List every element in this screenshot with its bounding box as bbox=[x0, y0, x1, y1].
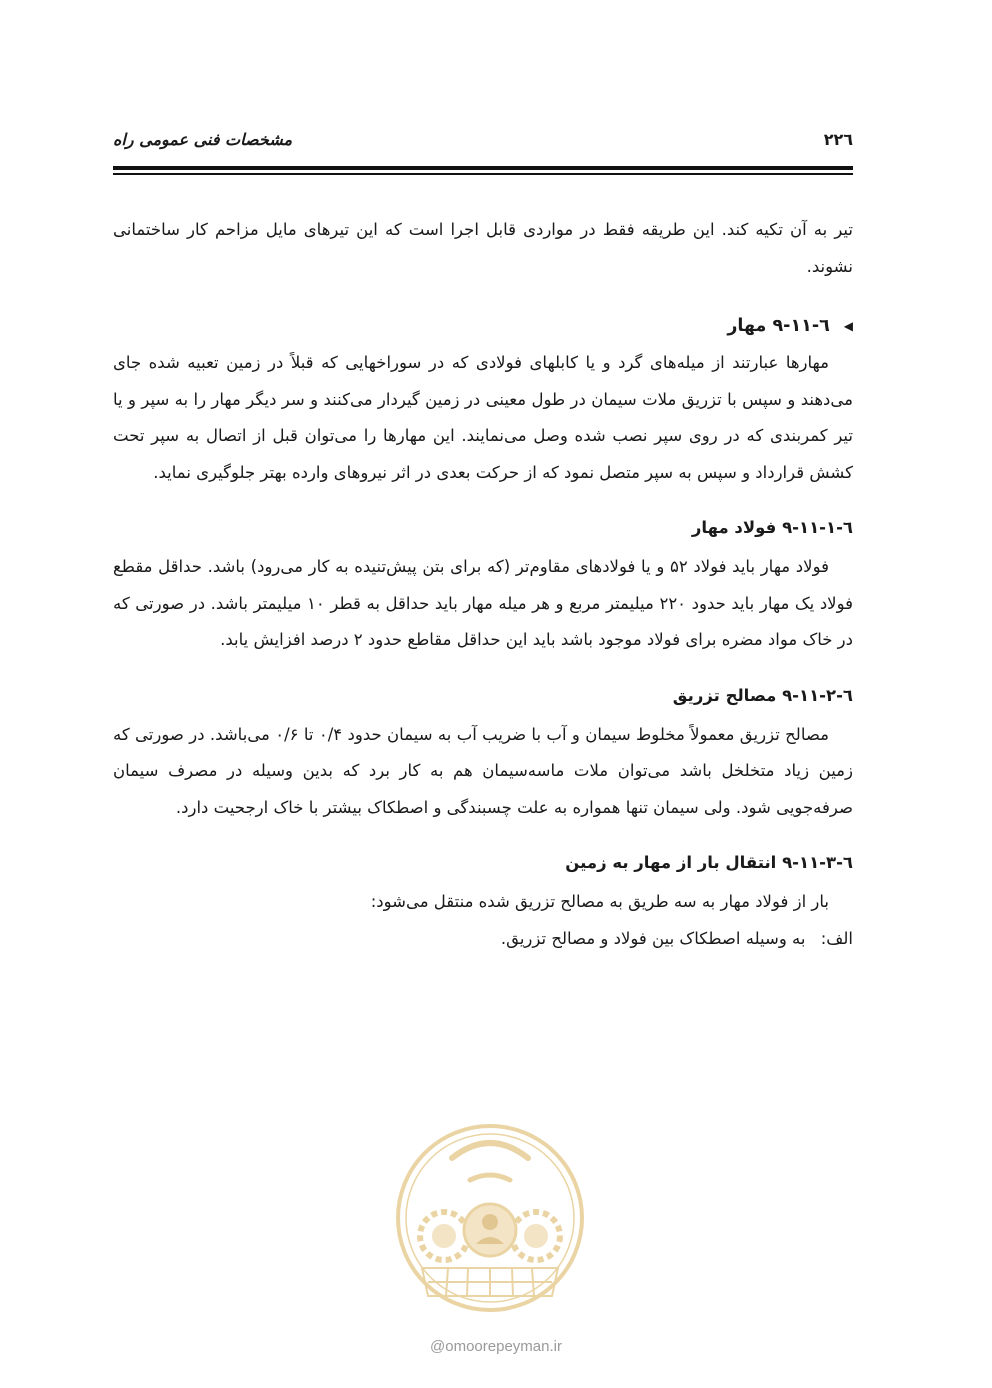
header-rule-thick bbox=[113, 166, 853, 170]
subsection-heading-grout: ٦-۹-۱۱-۲ مصالح تزریق bbox=[672, 685, 853, 705]
subsection-paragraph-anchor-steel: فولاد مهار باید فولاد ۵۲ و یا فولادهای مقاوم‌تر (که برای بتن پیش‌تنیده به کار می‌رود) باشد. حداقل مقطع فولاد یک مهار باید حدود ۲۲۰ میلیمتر مربع و هر میله مهار باید حداقل به قطر ۱۰ میلیمتر باشد. در صورتی که در خاک مواد مضره برای فولاد موجود باشد باید این حداقل مقاطع حدود ۲ درصد افزایش یابد. bbox=[113, 557, 853, 649]
intro-paragraph: تیر به آن تکیه کند. این طریقه فقط در مواردی قابل اجرا است که این تیرهای مایل مزاحم کار ساختمانی نشوند. bbox=[113, 220, 853, 276]
watermark-text: @omoorepeyman.ir bbox=[430, 1338, 562, 1355]
section-heading-anchors bbox=[113, 311, 853, 341]
page-header bbox=[113, 128, 853, 158]
page-number: ۲۲٦ bbox=[823, 130, 853, 149]
list-item bbox=[113, 921, 853, 958]
subsection-heading-load-transfer: ٦-۹-۱۱-۳ انتقال بار از مهار به زمین bbox=[565, 853, 853, 872]
subsection-heading-anchor-steel: ٦-۹-۱۱-۱ فولاد مهار bbox=[691, 518, 853, 537]
running-title: مشخصات فنی عمومی راه bbox=[113, 130, 293, 149]
page-content bbox=[113, 212, 853, 957]
header-rule-thin bbox=[113, 173, 853, 175]
omoorepeyman-seal-icon bbox=[392, 1118, 588, 1318]
subsection-paragraph-grout: مصالح تزریق معمولاً مخلوط سیمان و آب با ضریب آب به سیمان حدود ۰/۴ تا ۰/۶ می‌باشد. در صورتی که زمین زیاد متخلخل باشد می‌توان ملات ماسه‌سیمان هم به کار برد که بدین وسیله در مصرف سیمان صرفه‌جویی شود. ولی سیمان تنها همواره به علت چسبندگی و اصطکاک بیشتر با خاک ارجحیت دارد. bbox=[113, 724, 853, 817]
subsection-paragraph-load-transfer: بار از فولاد مهار به سه طریق به مصالح تزریق شده منتقل می‌شود: bbox=[370, 892, 829, 911]
list-item-text: به وسیله اصطکاک بین فولاد و مصالح تزریق. bbox=[500, 928, 806, 948]
section-heading-text: ٦-۹-۱۱ مهار bbox=[727, 316, 830, 336]
triangle-bullet-icon: ◀ bbox=[843, 319, 853, 333]
list-item-label: الف: bbox=[820, 928, 853, 948]
section-paragraph: مهارها عبارتند از میله‌های گرد و یا کابلهای فولادی که در سوراخهایی که قبلاً در زمین تعبیه شده جای می‌دهند و سپس با تزریق ملات سیمان در طول معینی در زمین گیردار می‌کنند و سر دیگر مهار را به سپر و یا تیر کمربندی که در روی سپر نصب شده وصل می‌نمایند. این مهارها را می‌توان قبل از اتصال به سپر تحت کشش قرارداد و سپس به سپر متصل نمود که از حرکت بعدی در اثر نیروهای وارده بهتر جلوگیری نماید. bbox=[113, 353, 853, 482]
